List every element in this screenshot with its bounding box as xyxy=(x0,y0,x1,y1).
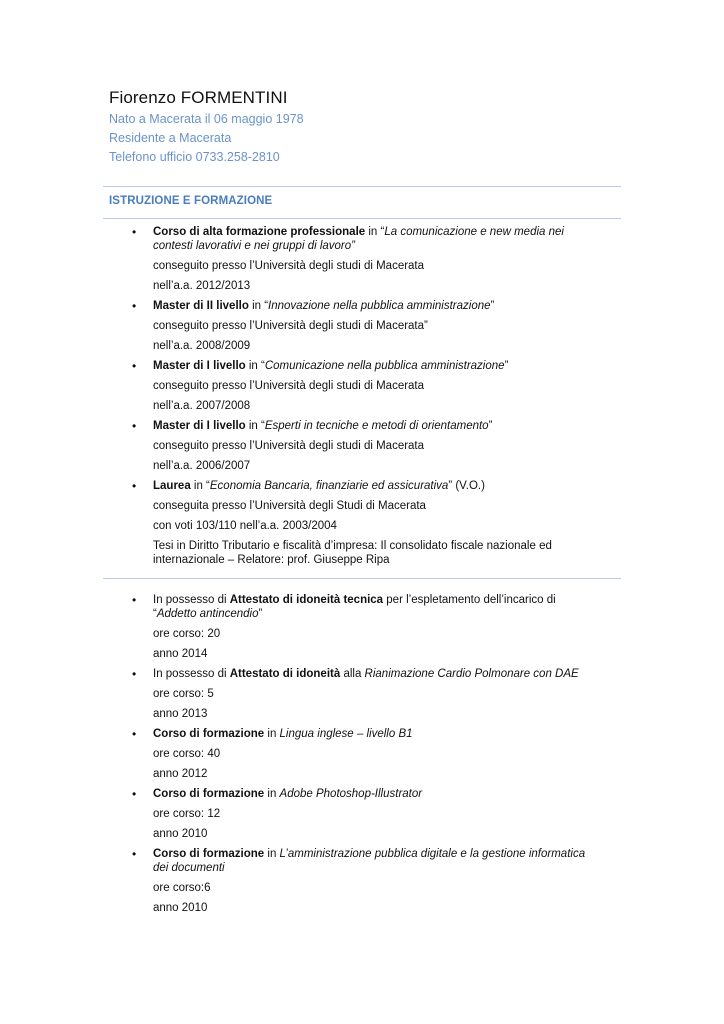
entry-detail: conseguito presso l’Università degli studi di Macerata xyxy=(153,440,425,452)
entry-connector: in “ xyxy=(245,420,265,432)
divider-middle xyxy=(103,578,621,579)
education-item xyxy=(132,359,602,413)
education-item xyxy=(132,479,602,567)
education-item xyxy=(132,419,602,473)
entry-detail: conseguito presso l’Università degli studi di Macerata” xyxy=(153,320,428,332)
bullet-icon: • xyxy=(132,359,137,373)
entry-detail: nell’a.a. 2012/2013 xyxy=(153,280,251,292)
bullet-icon: • xyxy=(132,847,137,861)
bullet-icon: • xyxy=(132,787,137,801)
entry-detail: nell’a.a. 2007/2008 xyxy=(153,400,251,412)
entry-heading xyxy=(132,299,602,313)
entry-detail: ore corso: 40 xyxy=(153,748,221,760)
training-list xyxy=(132,593,602,915)
training-item xyxy=(132,727,602,781)
divider-section xyxy=(103,218,621,219)
bullet-icon: • xyxy=(132,479,137,493)
bullet-icon: • xyxy=(132,727,137,741)
entry-subject: L’amministrazione pubblica digitale e la gestione informatica dei documenti xyxy=(153,848,586,874)
entry-detail: anno 2010 xyxy=(153,828,208,840)
entry-detail: ore corso: 20 xyxy=(153,628,221,640)
entry-title: Corso di alta formazione professionale xyxy=(153,226,366,238)
entry-detail: conseguita presso l’Università degli Studi di Macerata xyxy=(153,500,426,512)
entry-detail: conseguito presso l’Università degli studi di Macerata xyxy=(153,260,425,272)
entry-subject: Lingua inglese – livello B1 xyxy=(279,728,413,740)
entry-connector: in “ xyxy=(245,360,265,372)
entry-title: Master di I livello xyxy=(153,420,246,432)
entry-prefix: In possesso di xyxy=(153,668,230,680)
entry-heading xyxy=(132,727,602,741)
entry-subject: Rianimazione Cardio Polmonare con DAE xyxy=(364,668,579,680)
residence-info: Residente a Macerata xyxy=(109,131,232,145)
entry-detail: nell’a.a. 2006/2007 xyxy=(153,460,251,472)
entry-subject: Economia Bancaria, finanziarie ed assicurativa xyxy=(209,480,449,492)
section-title: ISTRUZIONE E FORMAZIONE xyxy=(109,195,273,207)
entry-heading xyxy=(132,419,602,433)
education-item xyxy=(132,299,602,353)
entry-title: Corso di formazione xyxy=(153,728,265,740)
entry-heading xyxy=(132,787,602,801)
entry-connector: alla xyxy=(340,668,365,680)
entry-detail: ore corso: 5 xyxy=(153,688,214,700)
entry-connector: in “ xyxy=(248,300,269,312)
bullet-icon: • xyxy=(132,667,137,681)
training-item xyxy=(132,787,602,841)
entry-subject: Innovazione nella pubblica amministrazione xyxy=(268,300,491,312)
entry-suffix: ” xyxy=(490,300,495,312)
entry-heading xyxy=(132,667,602,681)
training-item xyxy=(132,667,602,721)
entry-heading xyxy=(132,225,602,253)
entry-suffix: ” xyxy=(504,360,509,372)
entry-subject: Comunicazione nella pubblica amministrazione xyxy=(264,360,505,372)
education-item xyxy=(132,225,602,293)
entry-title: Corso di formazione xyxy=(153,788,265,800)
entry-heading xyxy=(132,359,602,373)
entry-detail: anno 2012 xyxy=(153,768,208,780)
entry-connector: in xyxy=(264,728,280,740)
entry-detail: con voti 103/110 nell’a.a. 2003/2004 xyxy=(153,520,337,532)
entry-subject: Addetto antincendio xyxy=(156,608,259,620)
person-name: Fiorenzo FORMENTINI xyxy=(109,88,288,107)
entry-detail: anno 2014 xyxy=(153,648,208,660)
entry-connector: in “ xyxy=(365,226,385,238)
bullet-icon: • xyxy=(132,419,137,433)
entry-title: Master di I livello xyxy=(153,360,246,372)
entry-detail: anno 2010 xyxy=(153,902,208,914)
entry-subject: La comunicazione e new media nei contesti lavorativi e nei gruppi di lavoro” xyxy=(153,226,564,252)
phone-info: Telefono ufficio 0733.258-2810 xyxy=(109,150,280,164)
entry-detail: nell’a.a. 2008/2009 xyxy=(153,340,251,352)
entry-connector: in “ xyxy=(190,480,210,492)
entry-title: Master di II livello xyxy=(153,300,249,312)
entry-title: Corso di formazione xyxy=(153,848,265,860)
education-list xyxy=(132,225,602,567)
entry-subject: Esperti in tecniche e metodi di orientamento xyxy=(264,420,489,432)
entry-title: Attestato di idoneità tecnica xyxy=(229,594,384,606)
entry-connector: in xyxy=(264,788,280,800)
entry-detail: ore corso: 12 xyxy=(153,808,221,820)
divider-top xyxy=(103,186,621,187)
entry-detail: conseguito presso l’Università degli studi di Macerata xyxy=(153,380,425,392)
entry-heading xyxy=(132,479,602,493)
bullet-icon: • xyxy=(132,593,137,607)
bullet-icon: • xyxy=(132,225,137,239)
entry-connector: per l’espletamento dell’incarico di “ xyxy=(153,594,556,620)
entry-detail: Tesi in Diritto Tributario e fiscalità d’impresa: Il consolidato fiscale nazionale ed internazionale – Relatore: prof. Giuseppe Ripa xyxy=(153,540,552,566)
entry-suffix: ” xyxy=(488,420,493,432)
entry-title: Attestato di idoneità xyxy=(229,668,341,680)
entry-detail: anno 2013 xyxy=(153,708,208,720)
birth-info: Nato a Macerata il 06 maggio 1978 xyxy=(109,112,304,126)
entry-prefix: In possesso di xyxy=(153,594,230,606)
entry-detail: ore corso:6 xyxy=(153,882,211,894)
entry-heading xyxy=(132,847,602,875)
entry-title: Laurea xyxy=(153,480,191,492)
training-item xyxy=(132,593,602,661)
entry-suffix: ” (V.O.) xyxy=(448,480,485,492)
training-item xyxy=(132,847,602,915)
entry-suffix: ” xyxy=(258,608,263,620)
entry-heading xyxy=(132,593,602,621)
bullet-icon: • xyxy=(132,299,137,313)
entry-subject: Adobe Photoshop-Illustrator xyxy=(279,788,423,800)
entry-connector: in xyxy=(264,848,280,860)
